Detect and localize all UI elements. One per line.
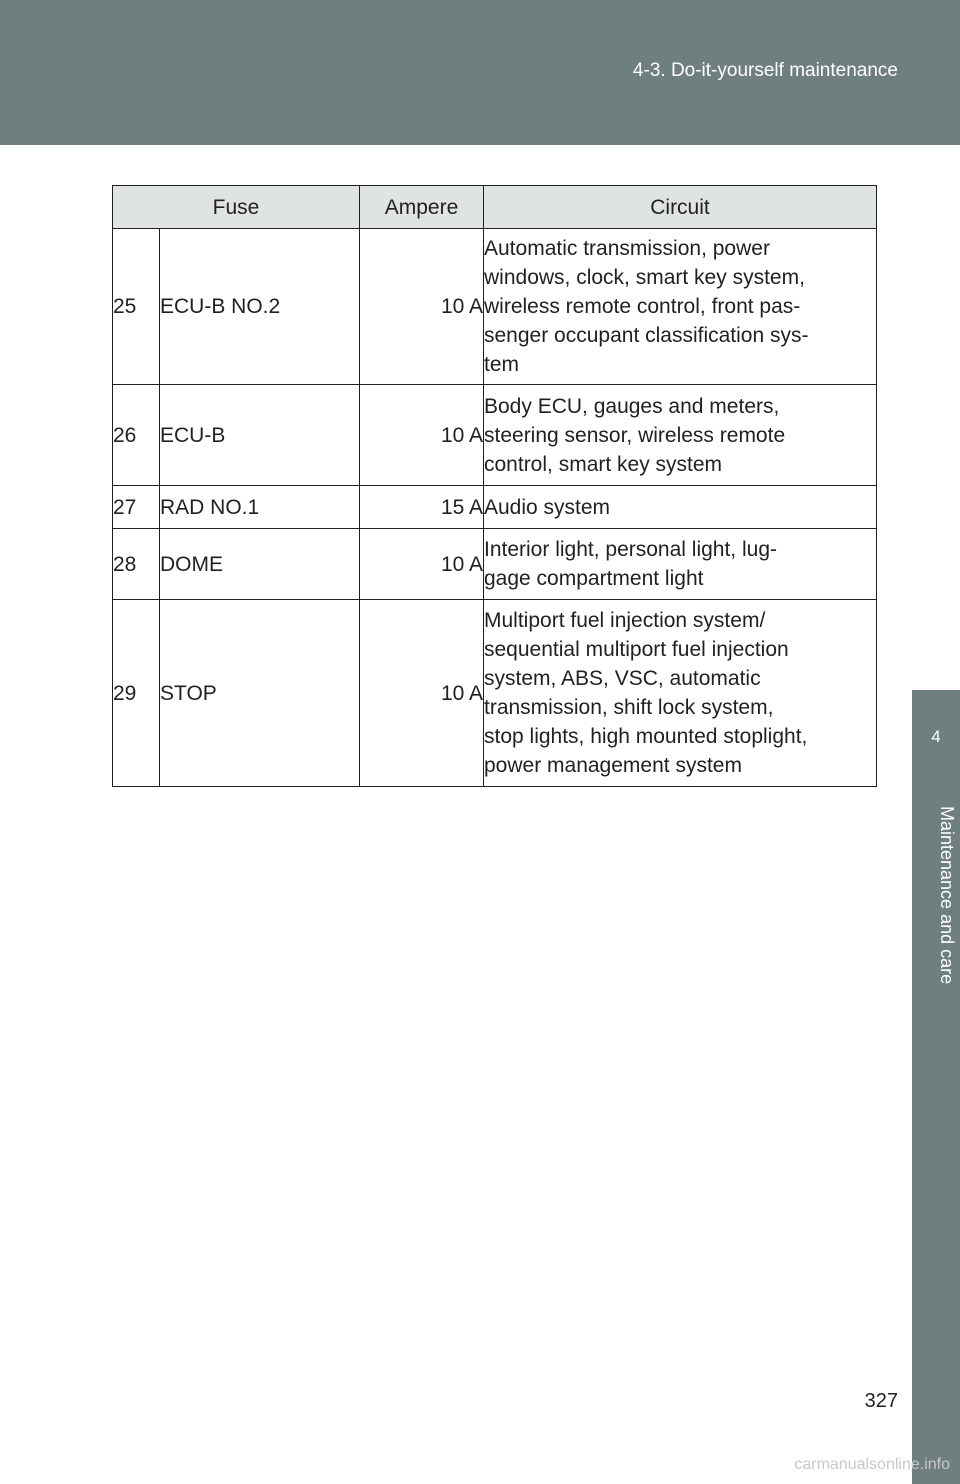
column-header-circuit: Circuit [484, 186, 877, 229]
watermark: carmanualsonline.info [794, 1456, 950, 1473]
fuse-number: 28 [113, 529, 160, 600]
fuse-name: STOP [160, 600, 360, 787]
table-row [113, 229, 877, 385]
fuse-circuit: Interior light, personal light, lug- gage compartment light [484, 529, 877, 600]
fuse-name: DOME [160, 529, 360, 600]
fuse-name: ECU-B NO.2 [160, 229, 360, 385]
fuse-circuit: Automatic transmission, power windows, clock, smart key system, wireless remote control, front pas- senger occupant classification sys- tem [484, 229, 877, 385]
fuse-number: 26 [113, 385, 160, 486]
fuse-ampere: 10 A [360, 600, 484, 787]
column-header-ampere: Ampere [360, 186, 484, 229]
fuse-ampere: 10 A [360, 529, 484, 600]
fuse-name: RAD NO.1 [160, 486, 360, 529]
fuse-circuit: Body ECU, gauges and meters, steering sensor, wireless remote control, smart key system [484, 385, 877, 486]
table-row [113, 600, 877, 787]
table-row [113, 385, 877, 486]
fuse-name: ECU-B [160, 385, 360, 486]
chapter-number: 4 [931, 727, 941, 746]
fuse-circuit: Multiport fuel injection system/ sequential multiport fuel injection system, ABS, VSC, automatic transmission, shift lock system, stop lights, high mounted stoplight, power management system [484, 600, 877, 787]
table-header-row [113, 186, 877, 229]
page-number: 327 [864, 1390, 898, 1412]
fuse-number: 29 [113, 600, 160, 787]
fuse-table [112, 185, 877, 787]
fuse-number: 27 [113, 486, 160, 529]
fuse-ampere: 10 A [360, 385, 484, 486]
fuse-number: 25 [113, 229, 160, 385]
column-header-fuse: Fuse [113, 186, 360, 229]
fuse-ampere: 10 A [360, 229, 484, 385]
fuse-circuit: Audio system [484, 486, 877, 529]
chapter-label: Maintenance and care [937, 806, 957, 985]
fuse-ampere: 15 A [360, 486, 484, 529]
table-row [113, 529, 877, 600]
section-title: 4-3. Do-it-yourself maintenance [632, 60, 898, 81]
table-row [113, 486, 877, 529]
